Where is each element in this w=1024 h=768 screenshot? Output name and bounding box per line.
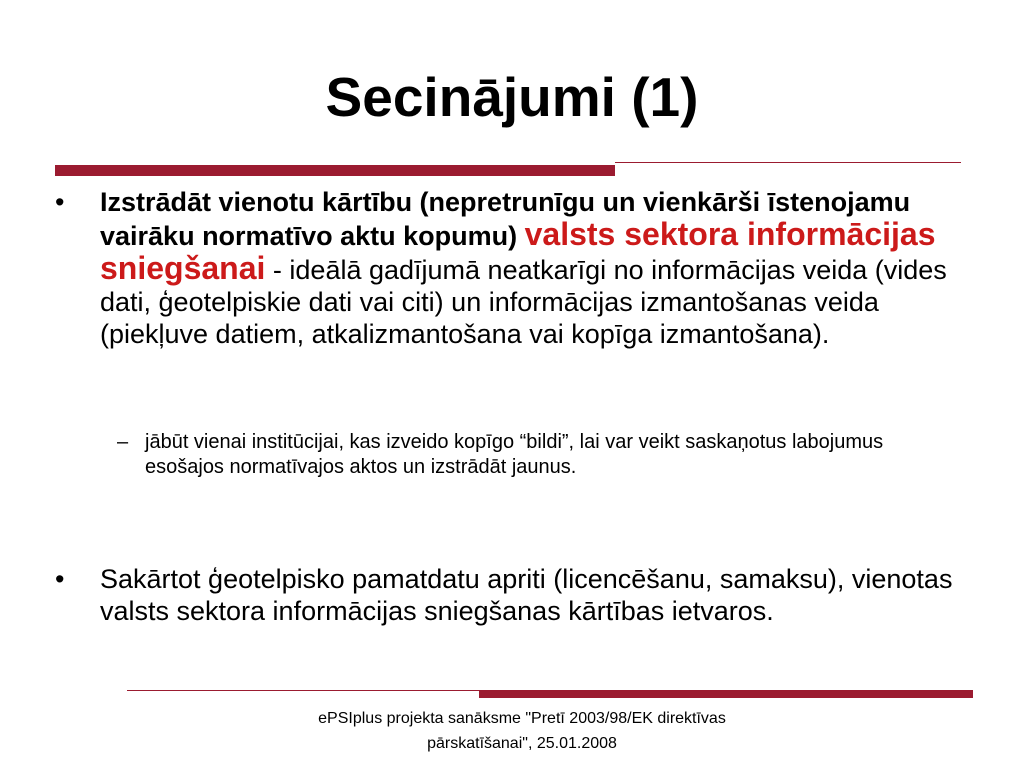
bullet-1-text <box>100 186 955 350</box>
bottom-divider-thin <box>127 690 479 691</box>
slide-footer <box>0 706 1024 756</box>
bullet-1-bold-text: Izstrādāt vienotu kārtību (nepretrunīgu un vienkārši īstenojamu vairāku normatīvo aktu kopumu) <box>100 187 911 251</box>
bullet-1-highlight-text: valsts sektora informācijas sniegšanai <box>100 216 936 286</box>
sub-bullet-marker: – <box>117 431 129 453</box>
footer-line-2: pārskatīšanai", 25.01.2008 <box>427 735 617 752</box>
bullet-marker: • <box>55 564 65 594</box>
bullet-1-rest-text: - ideālā gadījumā neatkarīgi no informācijas veida (vides dati, ģeotelpiskie dati vai citi) un informācijas izmantošanas veida (piekļuve datiem, atkalizmantošana vai kopīga izmantošana). <box>100 255 947 349</box>
bullet-2-text: Sakārtot ģeotelpisko pamatdatu apriti (licencēšanu, samaksu), vienotas valsts sektora informācijas sniegšanas kārtības ietvaros. <box>100 564 953 626</box>
top-divider-thin <box>615 162 961 163</box>
top-divider-thick <box>55 165 615 176</box>
footer-line-1: ePSIplus projekta sanāksme "Pretī 2003/98/EK direktīvas <box>318 710 726 727</box>
bullet-marker: • <box>55 187 65 217</box>
bottom-divider-thick <box>479 690 973 698</box>
slide-title: Secinājumi (1) <box>325 66 699 128</box>
sub-bullet-1-text: jābūt vienai institūcijai, kas izveido kopīgo “bildi”, lai var veikt saskaņotus labojumus esošajos normatīvajos aktos un izstrādāt jaunus. <box>145 431 884 478</box>
